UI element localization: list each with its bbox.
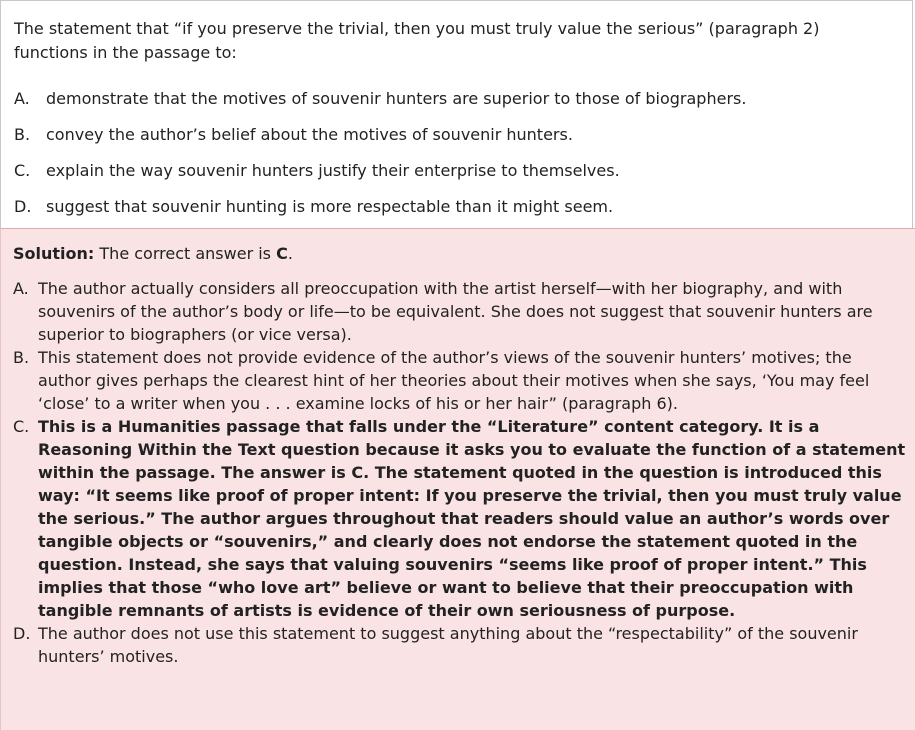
option-letter: C. xyxy=(14,161,31,180)
explanation-list xyxy=(13,277,909,668)
solution-panel xyxy=(0,228,915,730)
explanation-letter: A. xyxy=(13,279,29,298)
explanation-text: This statement does not provide evidence of the author’s views of the souvenir hunters’ motives; the author gives perhaps the clearest hint of her theories about their motives when she says, ‘You may feel ‘close’ to a writer when you . . . examine locks of his or her hair” (paragraph 6). xyxy=(38,348,870,413)
explanation-b xyxy=(13,346,909,415)
option-text: explain the way souvenir hunters justify their enterprise to themselves. xyxy=(46,161,620,180)
option-letter: B. xyxy=(14,125,31,144)
explanation-text: This is a Humanities passage that falls under the “Literature” content category. It is a Reasoning Within the Text question because it asks you to evaluate the function of a statement within the passage. The answer is C. The statement quoted in the question is introduced this way: “It seems like proof of proper intent: If you preserve the trivial, then you must truly value the serious.” The author argues throughout that readers should value an author’s words over tangible objects or “souvenirs,” and clearly does not endorse the statement quoted in the question. Instead, she says that valuing souvenirs “seems like proof of proper intent.” This implies that those “who love art” believe or want to believe that their preoccupation with tangible remnants of artists is evidence of their own seriousness of purpose. xyxy=(38,417,906,620)
explanation-d xyxy=(13,622,909,668)
explanation-letter: D. xyxy=(13,624,31,643)
explanation-text: The author does not use this statement to suggest anything about the “respectability” of the souvenir hunters’ motives. xyxy=(38,624,858,666)
explanation-letter: C. xyxy=(13,417,30,436)
explanation-text: The author actually considers all preoccupation with the artist herself—with her biography, and with souvenirs of the author’s body or life—to be equivalent. She does not suggest that souvenir hunters are superior to biographers (or vice versa). xyxy=(38,279,873,344)
explanation-c xyxy=(13,415,909,622)
solution-intro: The correct answer is xyxy=(99,244,272,263)
option-letter: A. xyxy=(14,89,30,108)
question-stem: The statement that “if you preserve the trivial, then you must truly value the serious” (paragraph 2) functions in the passage to: xyxy=(14,19,820,62)
option-text: demonstrate that the motives of souvenir hunters are superior to those of biographers. xyxy=(46,89,747,108)
option-text: suggest that souvenir hunting is more respectable than it might seem. xyxy=(46,197,614,216)
solution-label: Solution: xyxy=(13,244,95,263)
explanation-letter: B. xyxy=(13,348,30,367)
solution-period: . xyxy=(287,244,293,263)
explanation-a xyxy=(13,277,909,346)
option-letter: D. xyxy=(14,197,32,216)
solution-heading xyxy=(13,242,293,266)
option-text: convey the author’s belief about the motives of souvenir hunters. xyxy=(46,125,573,144)
correct-answer: C xyxy=(276,244,288,263)
question-panel xyxy=(0,0,913,228)
